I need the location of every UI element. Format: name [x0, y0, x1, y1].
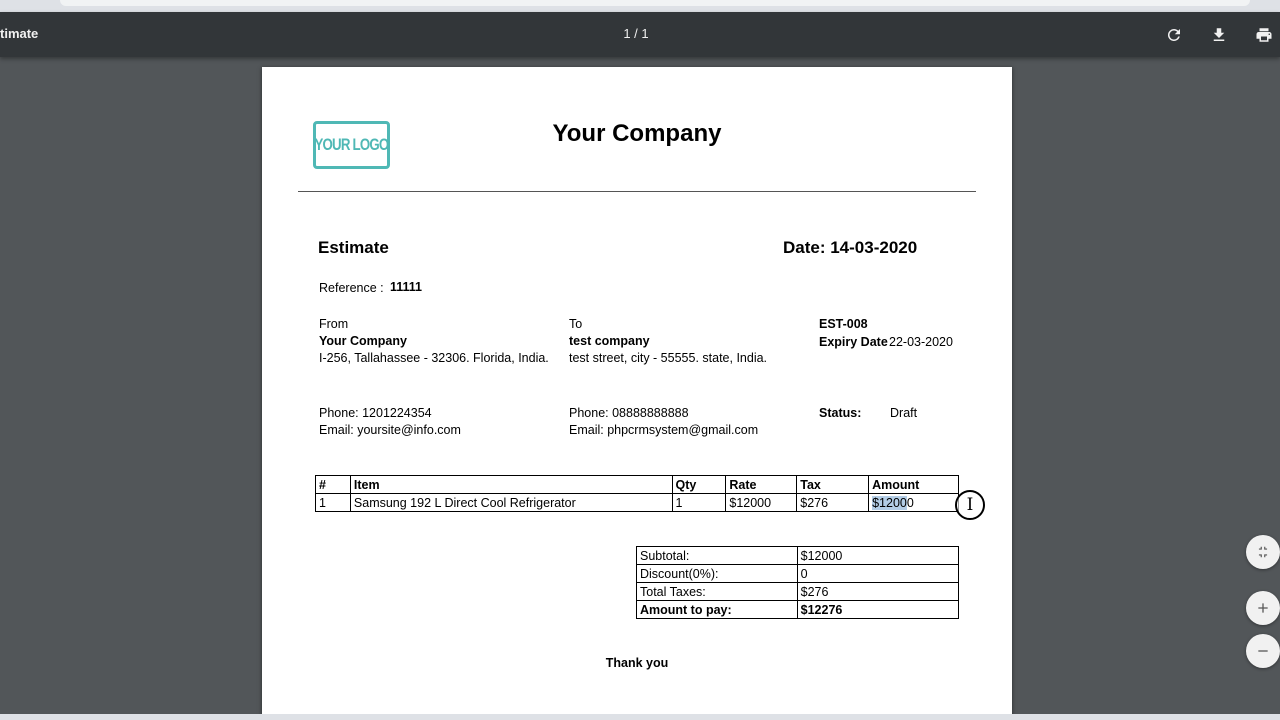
reference-value: 11111 [390, 280, 423, 294]
pdf-page [262, 67, 1012, 720]
browser-strip [0, 0, 1280, 12]
items-header-row [316, 476, 959, 494]
to-name: test company [569, 334, 650, 348]
company-logo: YOUR LOGO [313, 121, 390, 169]
rotate-button[interactable] [1161, 22, 1187, 48]
company-title: Your Company [552, 120, 722, 147]
reference-label: Reference : [319, 281, 384, 295]
taxes-label[interactable]: Total Taxes: [637, 583, 798, 601]
fit-page-icon [1256, 545, 1270, 559]
header-divider [298, 191, 976, 192]
text-cursor-indicator [955, 490, 985, 520]
table-row [316, 494, 959, 512]
taxes-row [637, 583, 959, 601]
from-name: Your Company [319, 334, 407, 348]
document-title: timate [0, 26, 39, 41]
fit-page-button[interactable] [1246, 535, 1280, 569]
col-qty: Qty [672, 476, 726, 494]
from-phone: Phone: 1201224354 [319, 406, 432, 420]
print-icon [1255, 26, 1273, 44]
subtotal-value[interactable]: $12000 [797, 547, 958, 565]
from-address: I-256, Tallahassee - 32306. Florida, India. [319, 351, 549, 365]
page-indicator: 1 / 1 [623, 26, 649, 41]
totals-table [636, 546, 959, 619]
discount-value[interactable]: 0 [797, 565, 958, 583]
print-button[interactable] [1251, 22, 1277, 48]
zoom-out-button[interactable] [1246, 634, 1280, 668]
col-number: # [316, 476, 351, 494]
taskbar-strip [0, 714, 1280, 720]
zoom-in-button[interactable] [1246, 591, 1280, 625]
subtotal-label[interactable]: Subtotal: [637, 547, 798, 565]
discount-label[interactable]: Discount(0%): [637, 565, 798, 583]
selected-text[interactable]: $1200 [872, 495, 907, 510]
download-icon [1210, 26, 1228, 44]
estimate-number: EST-008 [819, 317, 868, 331]
row-qty[interactable]: 1 [672, 494, 726, 512]
amount-to-pay-value[interactable]: $12276 [797, 601, 958, 619]
expiry-value: 22-03-2020 [889, 335, 953, 349]
rotate-icon [1165, 26, 1183, 44]
thank-you-note: Thank you [605, 656, 669, 670]
doc-type-heading: Estimate [318, 238, 389, 257]
zoom-out-icon [1256, 644, 1270, 658]
to-phone: Phone: 08888888888 [569, 406, 689, 420]
items-table [315, 475, 959, 512]
download-button[interactable] [1206, 22, 1232, 48]
row-item[interactable]: Samsung 192 L Direct Cool Refrigerator [350, 494, 672, 512]
to-email: Email: phpcrmsystem@gmail.com [569, 423, 759, 437]
row-number[interactable]: 1 [316, 494, 351, 512]
taxes-value[interactable]: $276 [797, 583, 958, 601]
from-email: Email: yoursite@info.com [319, 423, 461, 437]
to-label: To [569, 317, 583, 331]
unselected-text[interactable]: 0 [906, 495, 914, 510]
to-address: test street, city - 55555. state, India. [569, 351, 768, 365]
address-bar[interactable] [60, 0, 1250, 6]
subtotal-row [637, 547, 959, 565]
doc-date: Date: 14-03-2020 [783, 238, 918, 257]
col-amount: Amount [869, 476, 959, 494]
expiry-label: Expiry Date [819, 335, 888, 349]
amount-to-pay-row [637, 601, 959, 619]
from-label: From [319, 317, 349, 331]
pdf-toolbar [0, 12, 1280, 57]
zoom-in-icon [1256, 601, 1270, 615]
row-tax[interactable]: $276 [797, 494, 869, 512]
status-label: Status: [819, 406, 862, 420]
status-value: Draft [890, 406, 918, 420]
amount-to-pay-label[interactable]: Amount to pay: [637, 601, 798, 619]
discount-row [637, 565, 959, 583]
col-rate: Rate [726, 476, 797, 494]
col-tax: Tax [797, 476, 869, 494]
row-amount[interactable] [869, 494, 959, 512]
col-item: Item [350, 476, 672, 494]
row-rate[interactable]: $12000 [726, 494, 797, 512]
